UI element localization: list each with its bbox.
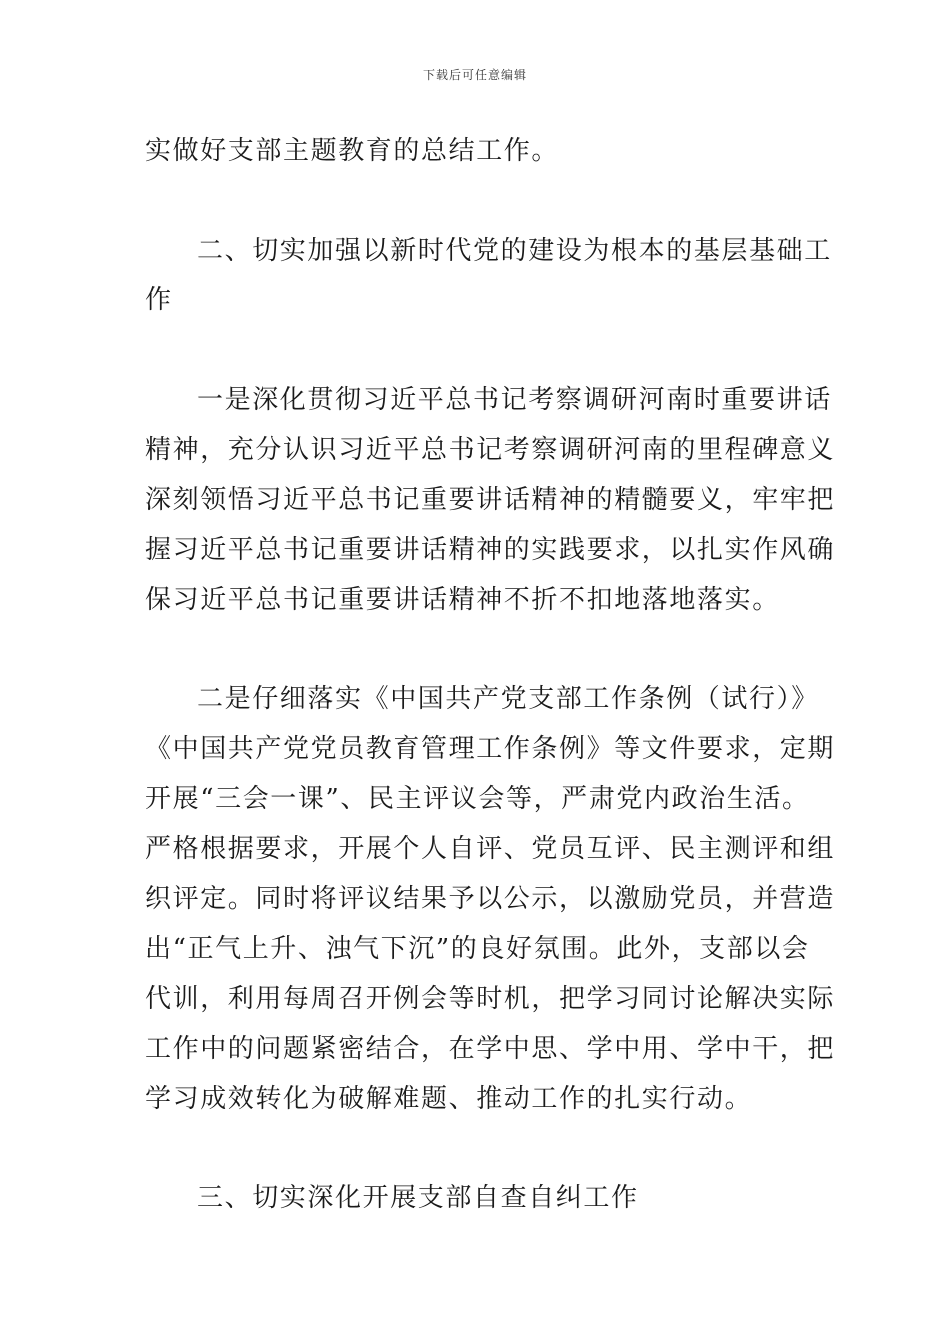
paragraph-line: 织评定。同时将评议结果予以公示，以激励党员，并营造: [145, 884, 836, 914]
paragraph-line: 学习成效转化为破解难题、推动工作的扎实行动。: [145, 1084, 753, 1114]
paragraph-line: 深刻领悟习近平总书记重要讲话精神的精髓要义，牢牢把: [145, 485, 836, 515]
paragraph-line: 握习近平总书记重要讲话精神的实践要求，以扎实作风确: [145, 535, 836, 565]
paragraph-line: 《中国共产党党员教育管理工作条例》等文件要求，定期: [145, 734, 836, 764]
paragraph-line: 实做好支部主题教育的总结工作。: [145, 136, 560, 166]
section-heading-3: 三、切实深化开展支部自查自纠工作: [197, 1183, 639, 1213]
section-heading-2: 二、切实加强以新时代党的建设为根本的基层基础工: [197, 236, 832, 266]
paragraph-line: 严格根据要求，开展个人自评、党员互评、民主测评和组: [145, 834, 836, 864]
paragraph-line: 二是仔细落实《中国共产党支部工作条例（试行）》: [197, 684, 819, 714]
page-header: 下载后可任意编辑: [422, 68, 527, 82]
paragraph-line: 出“正气上升、浊气下沉”的良好氛围。此外，支部以会: [145, 934, 810, 964]
paragraph-line: 工作中的问题紧密结合，在学中思、学中用、学中干，把: [145, 1034, 836, 1064]
section-heading-2-continuation: 作: [145, 285, 173, 315]
paragraph-line: 代训，利用每周召开例会等时机，把学习同讨论解决实际: [145, 984, 836, 1014]
paragraph-line: 开展“三会一课”、民主评议会等，严肃党内政治生活。: [145, 784, 810, 814]
paragraph-line: 一是深化贯彻习近平总书记考察调研河南时重要讲话: [197, 385, 832, 415]
paragraph-line: 精神，充分认识习近平总书记考察调研河南的里程碑意义: [145, 435, 836, 465]
paragraph-line: 保习近平总书记重要讲话精神不折不扣地落地落实。: [145, 585, 780, 615]
